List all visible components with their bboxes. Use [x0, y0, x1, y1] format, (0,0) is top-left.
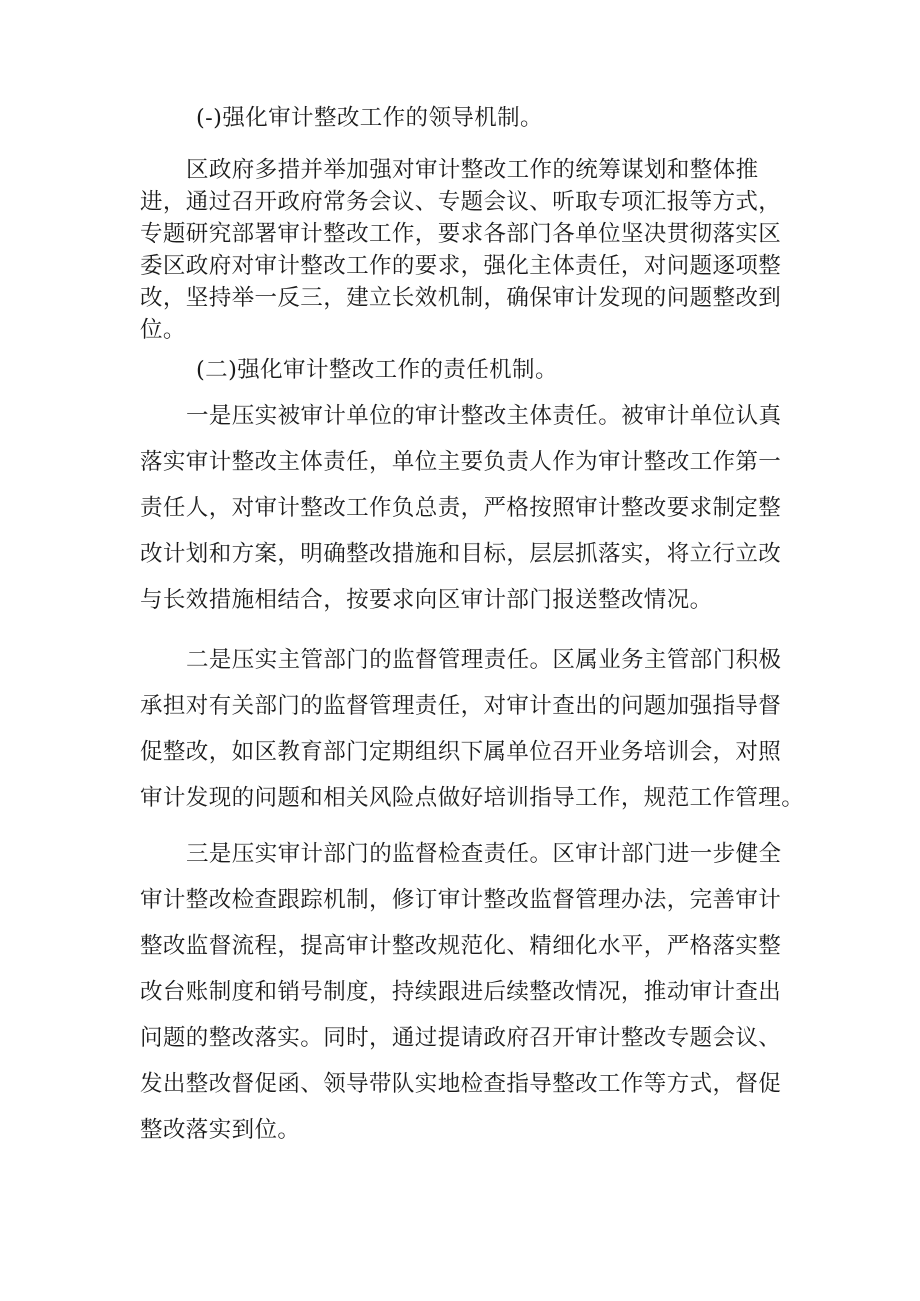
text-line: 落实审计整改主体责任，单位主要负责人作为审计整改工作第一 [140, 449, 782, 475]
text-line: 整改落实到位。 [140, 1117, 301, 1143]
text-line: 一是压实被审计单位的审计整改主体责任。被审计单位认真 [186, 403, 782, 429]
section-heading-1: (-)强化审计整改工作的领导机制。 [196, 105, 543, 131]
text-line: 改计划和方案，明确整改措施和目标，层层抓落实，将立行立改 [140, 541, 782, 567]
text-line: 整改监督流程，提高审计整改规范化、精细化水平，严格落实整 [140, 933, 782, 959]
text-line: 委区政府对审计整改工作的要求，强化主体责任，对问题逐项整 [140, 253, 782, 279]
text-line: 进，通过召开政府常务会议、专题会议、听取专项汇报等方式， [140, 189, 782, 215]
text-line: 促整改，如区教育部门定期组织下属单位召开业务培训会，对照 [140, 739, 782, 765]
text-line: 责任人，对审计整改工作负总责，严格按照审计整改要求制定整 [140, 495, 782, 521]
text-line: 审计整改检查跟踪机制，修订审计整改监督管理办法，完善审计 [140, 887, 782, 913]
text-line: 审计发现的问题和相关风险点做好培训指导工作，规范工作管理。 [140, 785, 805, 811]
text-line: 区政府多措并举加强对审计整改工作的统筹谋划和整体推 [186, 157, 759, 183]
text-line: 承担对有关部门的监督管理责任，对审计查出的问题加强指导督 [140, 693, 782, 719]
text-line: 二是压实主管部门的监督管理责任。区属业务主管部门积极 [186, 647, 782, 673]
text-line: 专题研究部署审计整改工作，要求各部门各单位坚决贯彻落实区 [140, 221, 782, 247]
section-heading-2: (二)强化审计整改工作的责任机制。 [196, 357, 558, 383]
text-line: 改台账制度和销号制度，持续跟进后续整改情况，推动审计查出 [140, 979, 782, 1005]
text-line: 与长效措施相结合，按要求向区审计部门报送整改情况。 [140, 587, 713, 613]
text-line: 三是压实审计部门的监督检查责任。区审计部门进一步健全 [186, 841, 782, 867]
text-line: 发出整改督促函、领导带队实地检查指导整改工作等方式，督促 [140, 1071, 782, 1097]
text-line: 问题的整改落实。同时，通过提请政府召开审计整改专题会议、 [140, 1025, 782, 1051]
text-line: 位。 [140, 317, 186, 343]
text-line: 改，坚持举一反三，建立长效机制，确保审计发现的问题整改到 [140, 285, 782, 311]
